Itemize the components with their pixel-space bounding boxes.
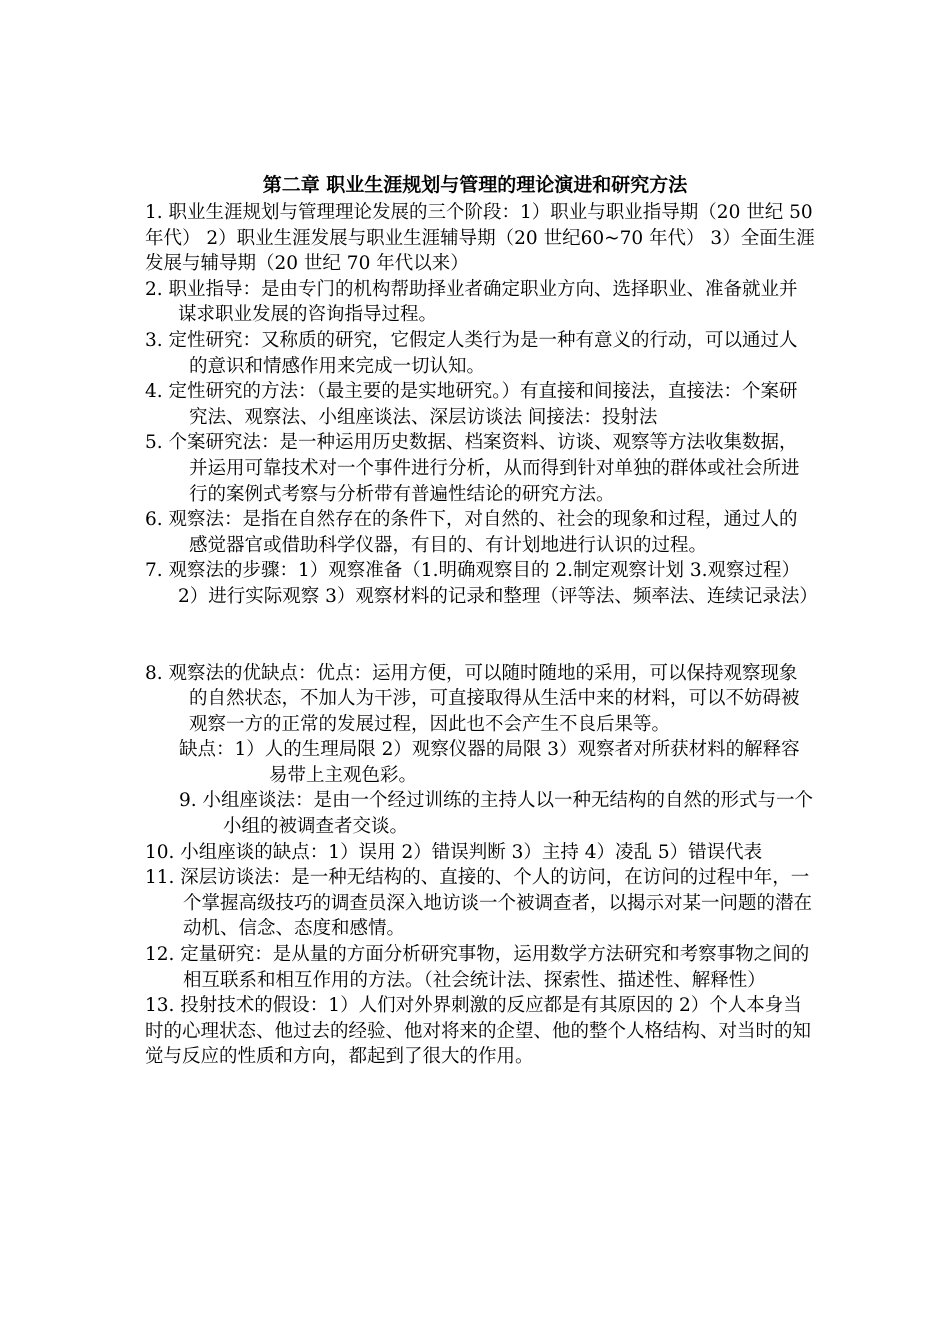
- list-item-11: 11. 深层访谈法：是一种无结构的、直接的、个人的访问，在访问的过程中年，一个掌握高级技巧的调查员深入地访谈一个被调查者，以揭示对某一问题的潜在动机、信念、态度和感情。: [145, 867, 813, 940]
- list-item-4: 4. 定性研究的方法：（最主要的是实地研究。）有直接和间接法，直接法：个案研究法、观察法、小组座谈法、深层访谈法 间接法：投射法: [145, 381, 798, 428]
- list-item-7: 7. 观察法的步骤：1）观察准备（1.明确观察目的 2.制定观察计划 3.观察过程） 2）进行实际观察 3）观察材料的记录和整理（评等法、频率法、连续记录法）: [145, 560, 818, 607]
- spacer: [145, 610, 815, 661]
- document-body: [145, 200, 818, 1070]
- list-item-13: 13. 投射技术的假设：1）人们对外界刺激的反应都是有其原因的 2）个人本身当时的心理状态、他过去的经验、他对将来的企望、他的整个人格结构、对当时的知觉与反应的性质和方向，都起到了很大的作用。: [145, 995, 812, 1068]
- list-item-3: 3. 定性研究：又称质的研究，它假定人类行为是一种有意义的行动，可以通过人的意识和情感作用来完成一切认知。: [145, 329, 798, 377]
- list-item-5: 5. 个案研究法：是一种运用历史数据、档案资料、访谈、观察等方法收集数据，并运用可靠技术对一个事件进行分析，从而得到针对单独的群体或社会所进行的案例式考察与分析带有普遍性结论的研究方法。: [145, 432, 800, 505]
- list-item-12: 12. 定量研究：是从量的方面分析研究事物，运用数学方法研究和考察事物之间的相互联系和相互作用的方法。（社会统计法、探索性、描述性、解释性）: [145, 944, 810, 991]
- list-item-1: 1. 职业生涯规划与管理理论发展的三个阶段：1）职业与职业指导期（20 世纪 50 年代） 2）职业生涯发展与职业生涯辅导期（20 世纪60~70 年代） 3）全面生涯发展与辅导期（20 世纪 70 年代以来）: [145, 202, 815, 275]
- list-item-8-cons: 缺点：1）人的生理局限 2）观察仪器的局限 3）观察者对所获材料的解释容易带上主观色彩。: [179, 739, 800, 786]
- list-item-6: 6. 观察法：是指在自然存在的条件下，对自然的、社会的现象和过程，通过人的感觉器官或借助科学仪器，有目的、有计划地进行认识的过程。: [145, 509, 798, 556]
- list-item-8: 8. 观察法的优缺点：优点：运用方便，可以随时随地的采用，可以保持观察现象的自然状态，不加人为干涉，可直接取得从生活中来的材料，可以不妨碍被观察一方的正常的发展过程，因此也不会产生不良后果等。: [145, 662, 800, 735]
- list-item-9: 9. 小组座谈法：是由一个经过训练的主持人以一种无结构的自然的形式与一个小组的被调查者交谈。: [179, 790, 814, 838]
- chapter-title: 第二章 职业生涯规划与管理的理论演进和研究方法: [262, 174, 688, 196]
- list-item-10: 10. 小组座谈的缺点：1）误用 2）错误判断 3）主持 4）凌乱 5）错误代表: [145, 841, 763, 863]
- list-item-2: 2. 职业指导：是由专门的机构帮助择业者确定职业方向、选择职业、准备就业并谋求职业发展的咨询指导过程。: [145, 278, 798, 326]
